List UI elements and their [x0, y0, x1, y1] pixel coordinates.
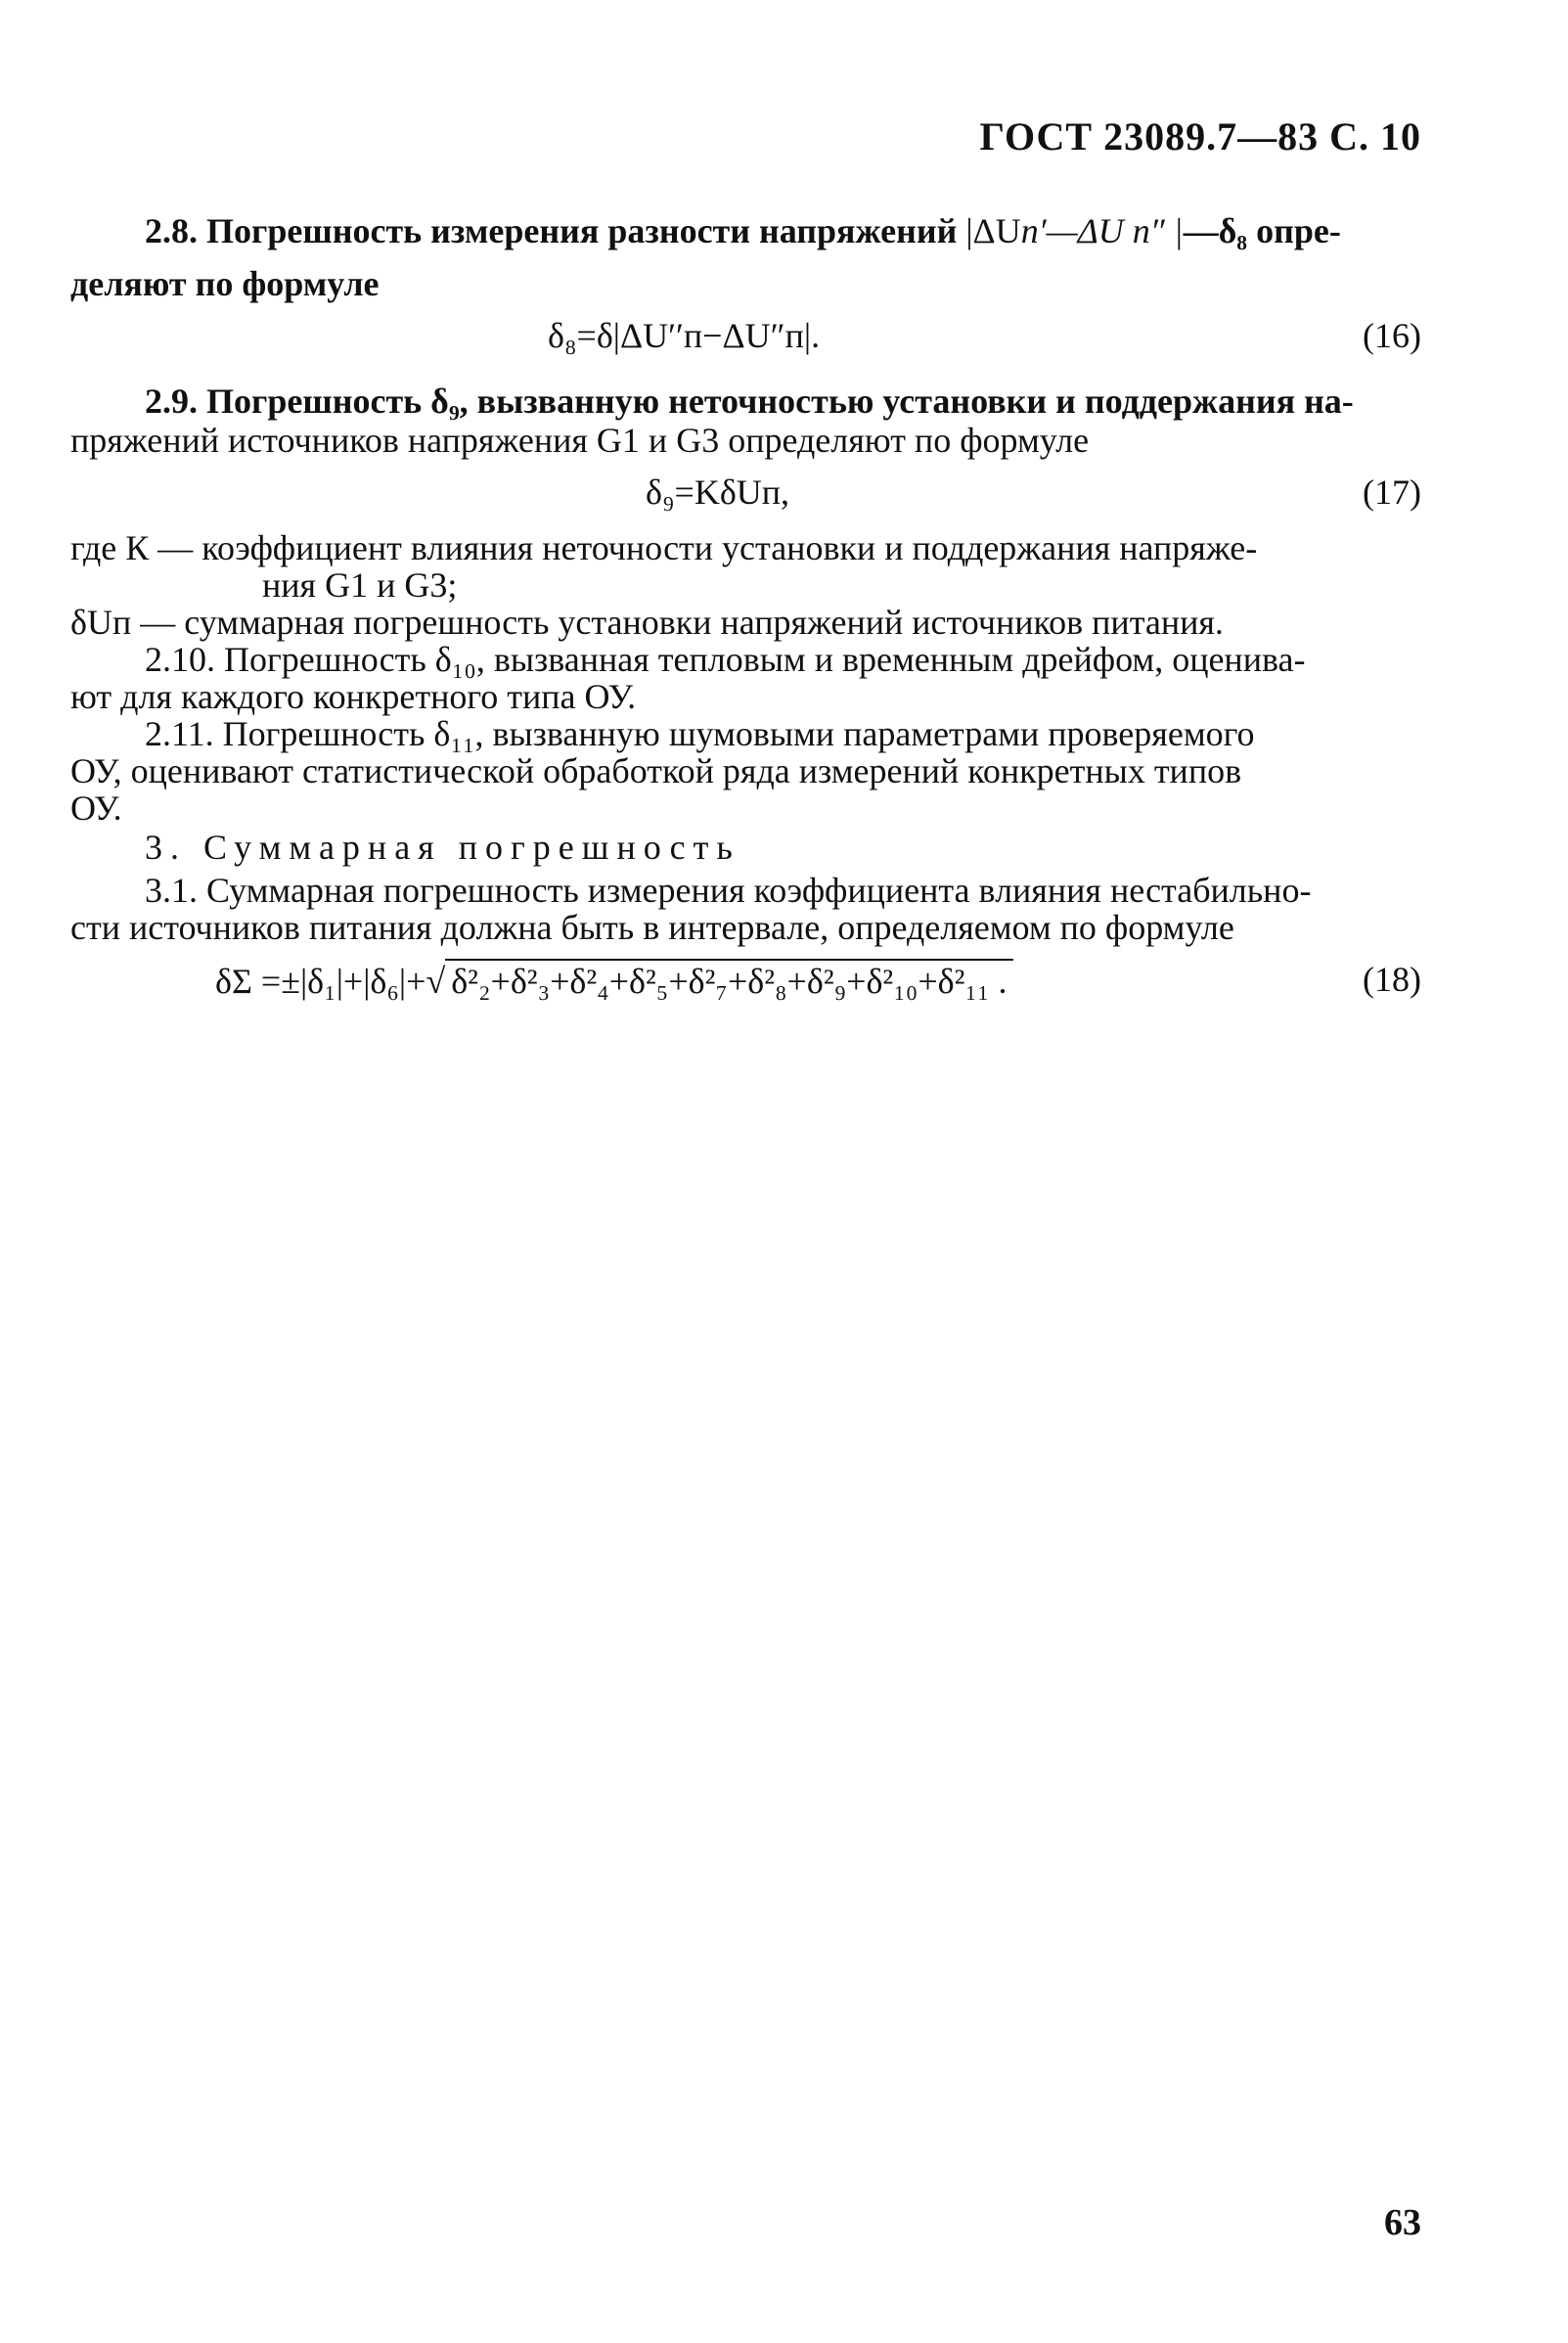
paragraph-3-1-line-2: сти источников питания должна быть в интервале, определяемом по формуле [70, 908, 1234, 947]
paragraph-2-9-line-1: 2.9. Погрешность δ₉, вызванную неточностью установки и поддержания на- [145, 382, 1354, 421]
formula-abs-delta-u: |ΔU [965, 211, 1021, 250]
equation-16-number: (16) [1363, 316, 1421, 355]
page-header: ГОСТ 23089.7—83 С. 10 [979, 114, 1421, 158]
paragraph-2-8-line-2: деляют по формуле [70, 264, 380, 303]
paragraph-2-11-line-1: 2.11. Погрешность δ₁₁, вызванную шумовыми параметрами проверяемого [145, 714, 1255, 753]
paragraph-2-10-line-2: ют для каждого конкретного типа ОУ. [70, 677, 637, 716]
equation-17: δ₉=KδUп, [646, 473, 790, 512]
equation-18-number: (18) [1363, 960, 1421, 999]
paragraph-3-1-line-1: 3.1. Суммарная погрешность измерения коэффициента влияния нестабильно- [145, 871, 1312, 910]
equation-16: δ₈=δ|ΔU′′п−ΔU″п|. [548, 316, 821, 355]
where-line-3: δUп — суммарная погрешность установки напряжений источников питания. [70, 603, 1224, 642]
equation-17-number: (17) [1363, 473, 1421, 512]
page-number: 63 [1384, 2202, 1421, 2243]
paragraph-2-11-line-2: ОУ, оценивают статистической обработкой ряда измерений конкретных типов [70, 751, 1242, 790]
paragraph-2-8-text: 2.8. Погрешность измерения разности напряжений [145, 211, 966, 250]
paragraph-2-8-text-end: —δ₈ опре- [1183, 211, 1341, 250]
equation-18-radicand: δ²₂+δ²₃+δ²₄+δ²₅+δ²₇+δ²₈+δ²₉+δ²₁₀+δ²₁₁ . [445, 959, 1012, 1002]
section-3-title: 3. Суммарная погрешность [145, 828, 740, 867]
equation-18 [215, 959, 1013, 1002]
where-line-2: ния G1 и G3; [262, 565, 458, 605]
paragraph-2-11-line-3: ОУ. [70, 789, 122, 828]
paragraph-2-8-line-1: 2.8. Погрешность измерения разности напряжений |ΔUп′—ΔU п″ |—δ₈ опре- [145, 211, 1341, 250]
equation-18-left: δΣ =±|δ₁|+|δ₆|+√ [215, 962, 446, 1001]
paragraph-2-9-line-2: пряжений источников напряжения G1 и G3 определяют по формуле [70, 421, 1090, 460]
where-line-1: где К — коэффициент влияния неточности установки и поддержания напряже- [70, 528, 1258, 567]
paragraph-2-10-line-1: 2.10. Погрешность δ₁₀, вызванная тепловым и временным дрейфом, оценива- [145, 640, 1306, 679]
